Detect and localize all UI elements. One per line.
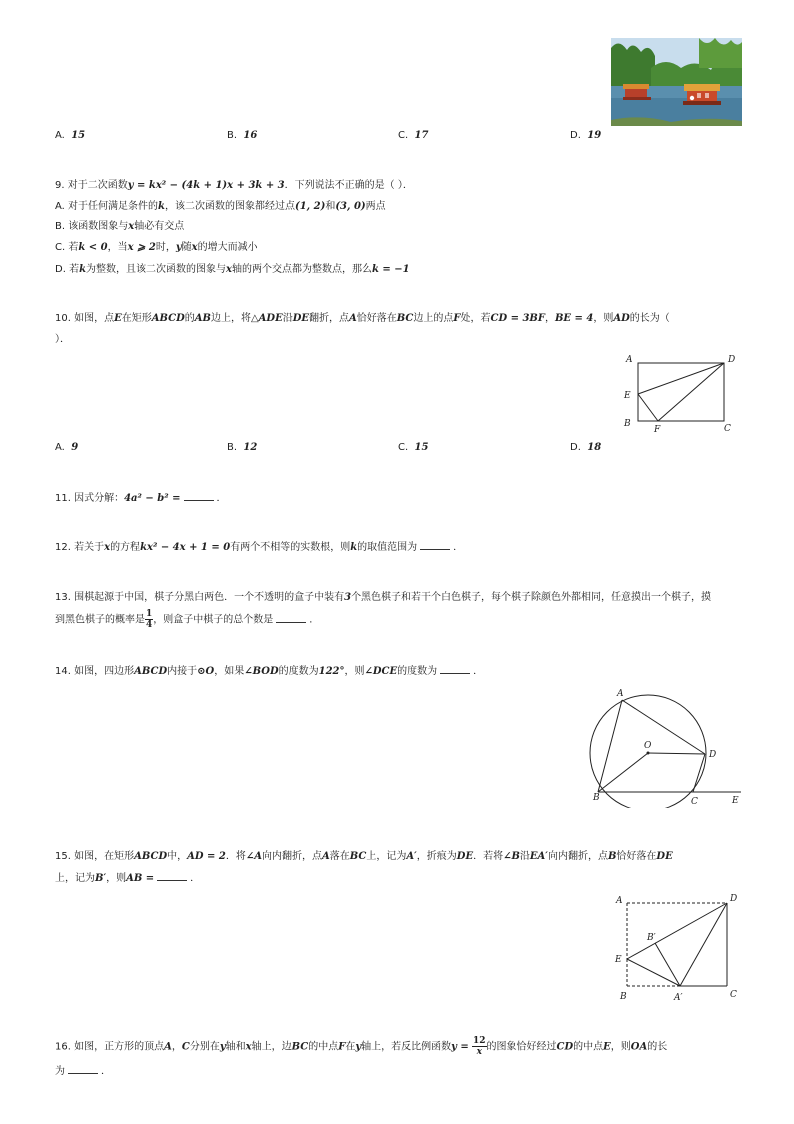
q14-label-d: D [709,750,717,760]
q14-label-c: C [691,797,698,807]
q8-option-b: B. 16 [227,130,258,141]
boat-lake-photo [611,38,742,126]
q13-line2: 到黑色棋子的概率是 $\frac{1}{4}$ ，则盒子中棋子的总个数是 ． [55,609,320,630]
q15-label-bprime: B′ [647,933,656,943]
q15-line2: 上，记为B′，则AB = ． [55,873,201,884]
q15-line1: 15. 如图，在矩形ABCD中，AD = 2．将∠A向内翻折，点A落在BC上，记为A′，折痕为DE．若将∠B沿EA′向内翻折，点B恰好落在DE [55,851,673,862]
q14-label-o: O [644,741,652,751]
q8-option-a: A. 15 [55,130,86,141]
q10-label-b: B [624,419,631,429]
q15-label-c: C [730,990,737,1000]
q10-stem-end: ）． [55,334,70,345]
q12: 12. 若关于x的方程kx² − 4x + 1 = 0有两个不相等的实数根，则k的取值范围为 ． [55,542,464,553]
q10-option-b: B. 12 [227,442,258,453]
q9-option-a: A. 对于任何满足条件的k，该二次函数的图象都经过点(1, 2)和(3, 0)两点 [55,201,386,212]
q12-answer-blank[interactable] [420,540,450,550]
q16-line2: 为 ． [55,1066,111,1077]
q16-fraction: $\frac{12}{x}$ [473,1036,486,1057]
q15-label-d: D [730,894,738,904]
q10-label-c: C [724,424,731,434]
q10-figure [618,350,742,436]
q10-label-d: D [728,355,736,365]
q14-label-b: B [593,793,600,803]
q11-answer-blank[interactable] [184,491,214,501]
q13-line1: 13. 围棋起源于中国，棋子分黑白两色．一个不透明的盒子中装有3个黑色棋子和若干个白色棋子，每个棋子除颜色外都相同，任意摸出一个棋子，摸 [55,592,712,603]
q9-stem: 9. 对于二次函数y = kx² − (4k + 1)x + 3k + 3．下列说法不正确的是（ ）． [55,180,413,191]
q11: 11. 因式分解：4a² − b² = ． [55,493,227,504]
q10-label-a: A [626,355,633,365]
q15-label-a: A [616,896,623,906]
q10-stem: 10. 如图，点E在矩形ABCD的AB边上，将△ADE沿DE翻折，点A恰好落在BC边上的点F处，若CD = 3BF，BE = 4，则AD的长为（ [55,313,670,324]
q15-label-e: E [615,955,622,965]
q15-figure [612,889,742,1005]
q15-label-b: B [620,992,627,1002]
q9-option-c: C. 若k < 0，当x ⩾ 2时，y随x的增大而减小 [55,242,258,253]
q14: 14. 如图，四边形ABCD内接于⊙O，如果∠BOD的度数为122°，则∠DCE的度数为 ． [55,666,484,677]
q13-answer-blank[interactable] [276,613,306,623]
q10-option-c: C. 15 [398,442,429,453]
q14-label-e: E [732,796,739,806]
q14-answer-blank[interactable] [440,664,470,674]
q8-option-d: D. 19 [570,130,602,141]
q13-fraction: $\frac{1}{4}$ [146,609,153,630]
q10-label-e: E [624,391,631,401]
q15-label-aprime: A′ [674,993,683,1003]
q10-option-a: A. 9 [55,442,79,453]
q14-label-a: A [617,689,624,699]
q16-line1: 16. 如图，正方形的顶点A，C分别在y轴和x轴上，边BC的中点F在y轴上，若反比例函数y = $\frac{12}{x}$ 的图象恰好经过CD的中点E，则OA的长 [55,1036,668,1057]
q10-label-f: F [654,425,661,435]
q9-option-b: B. 该函数图象与x轴必有交点 [55,221,185,232]
q16-answer-blank[interactable] [68,1064,98,1074]
q10-option-d: D. 18 [570,442,602,453]
q15-answer-blank[interactable] [157,871,187,881]
q14-figure [585,684,743,808]
q8-option-c: C. 17 [398,130,429,141]
q9-option-d: D. 若k为整数，且该二次函数的图象与x轴的两个交点都为整数点，那么k = −1 [55,264,410,275]
